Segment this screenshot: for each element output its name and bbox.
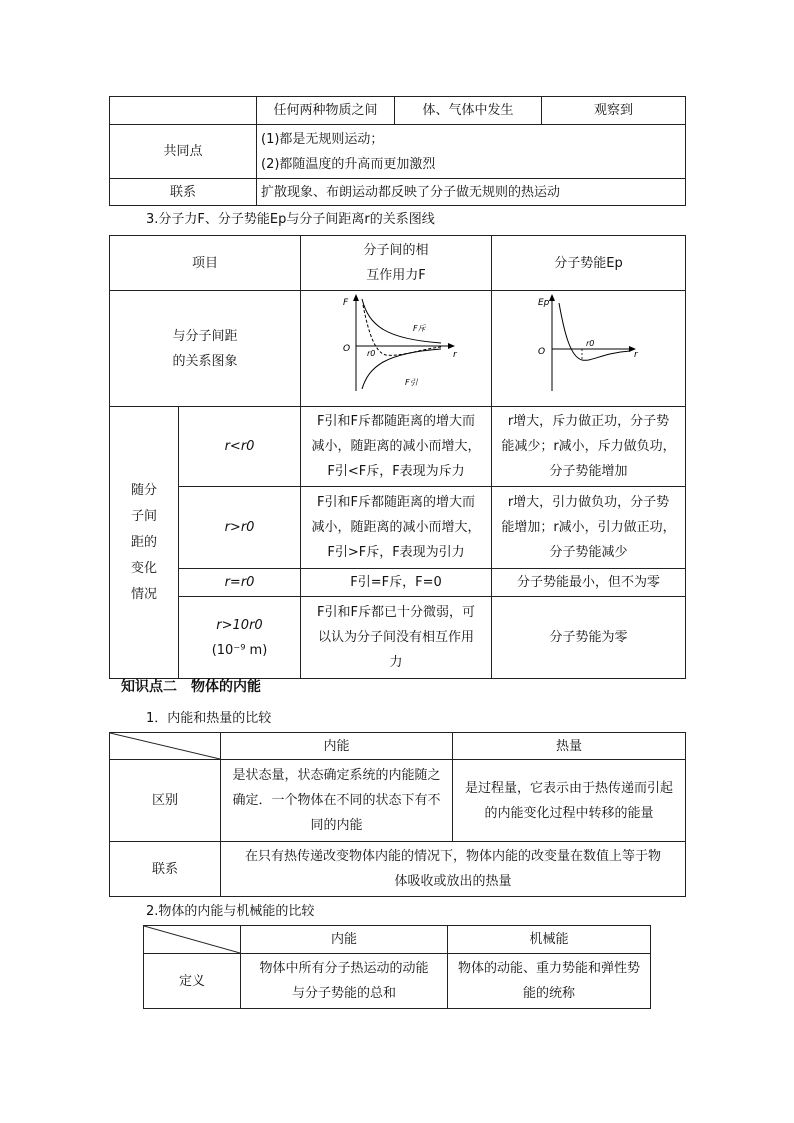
energy-cell: r增大，斥力做正功，分子势 能减少；r减小，斥力做负功， 分子势能增加 [492, 407, 686, 487]
r0-label: r0 [586, 339, 595, 348]
cond-r-less: r<r0 [179, 407, 301, 487]
origin-label: O [538, 347, 546, 357]
energy-graph-cell [492, 291, 686, 407]
cond-r-greater: r>r0 [179, 487, 301, 569]
axis-r-label: r [453, 350, 457, 360]
diff-heat: 是过程量，它表示由于热传递而引起 的内能变化过程中转移的能量 [453, 760, 686, 842]
header-internal-energy: 内能 [221, 733, 453, 760]
cond-r-equal: r=r0 [179, 569, 301, 597]
diagonal-header [144, 926, 241, 954]
section-title: 知识点二 物体的内能 [121, 679, 261, 695]
axis-r-label: r [634, 350, 638, 360]
table-molecular-force [109, 235, 686, 679]
table-cell [110, 97, 257, 125]
header-mechanical-energy: 机械能 [448, 926, 651, 954]
energy-cell: 分子势能为零 [492, 597, 686, 679]
common-label: 共同点 [110, 125, 257, 179]
diff-energy: 是状态量，状态确定系统的内能随之 确定．一个物体在不同的状态下有不 同的内能 [221, 760, 453, 842]
attraction-label: F引 [405, 378, 418, 387]
group-label: 随分 子间 距的 变化 情况 [110, 407, 179, 679]
diagonal-header [110, 733, 221, 760]
r0-label: r0 [367, 349, 376, 358]
cond-r-far: r>10r0 (10⁻⁹ m) [179, 597, 301, 679]
axis-F-label: F [343, 298, 349, 308]
table-cell: 任何两种物质之间 [257, 97, 395, 125]
relation-label: 联系 [110, 842, 221, 897]
diff-label: 区别 [110, 760, 221, 842]
caption-1: 1．内能和热量的比较 [146, 711, 272, 726]
relation-text: 扩散现象、布朗运动都反映了分子做无规则的热运动 [257, 179, 686, 206]
force-graph [301, 291, 491, 397]
force-cell: F引=F斥，F=0 [301, 569, 492, 597]
energy-graph [492, 291, 685, 397]
origin-label: O [343, 344, 351, 354]
def-label: 定义 [144, 954, 241, 1009]
repulsion-label: F斥 [413, 324, 426, 333]
def-internal: 物体中所有分子热运动的动能 与分子势能的总和 [241, 954, 448, 1009]
axis-Ep-label: Ep [538, 298, 550, 308]
caption-2: 2.物体的内能与机械能的比较 [146, 904, 315, 919]
table-internal-energy-heat [109, 732, 686, 897]
table-internal-vs-mechanical [143, 925, 651, 1009]
header-heat: 热量 [453, 733, 686, 760]
relation-label: 联系 [110, 179, 257, 206]
graph-row-label: 与分子间距 的关系图象 [110, 291, 301, 407]
header-item: 项目 [110, 236, 301, 291]
table-cell: 体、气体中发生 [395, 97, 542, 125]
def-mechanical: 物体的动能、重力势能和弹性势 能的统称 [448, 954, 651, 1009]
force-cell: F引和F斥都随距离的增大而 减小，随距离的减小而增大， F引<F斥，F表现为斥力 [301, 407, 492, 487]
force-cell: F引和F斥都随距离的增大而 减小，随距离的减小而增大， F引>F斥，F表现为引力 [301, 487, 492, 569]
force-cell: F引和F斥都已十分微弱，可 以认为分子间没有相互作用 力 [301, 597, 492, 679]
energy-cell: 分子势能最小，但不为零 [492, 569, 686, 597]
header-energy: 分子势能Ep [492, 236, 686, 291]
common-text: (1)都是无规则运动； (2)都随温度的升高而更加激烈 [257, 125, 686, 179]
relation-text: 在只有热传递改变物体内能的情况下，物体内能的改变量在数值上等于物 体吸收或放出的热量 [221, 842, 686, 897]
caption-3: 3.分子力F、分子势能Ep与分子间距离r的关系图线 [146, 212, 435, 227]
header-internal-energy: 内能 [241, 926, 448, 954]
force-graph-cell [301, 291, 492, 407]
header-force: 分子间的相 互作用力F [301, 236, 492, 291]
energy-cell: r增大，引力做负功，分子势 能增加；r减小，引力做正功， 分子势能减少 [492, 487, 686, 569]
table-cell: 观察到 [542, 97, 686, 125]
table-diffusion-brownian [109, 96, 686, 206]
